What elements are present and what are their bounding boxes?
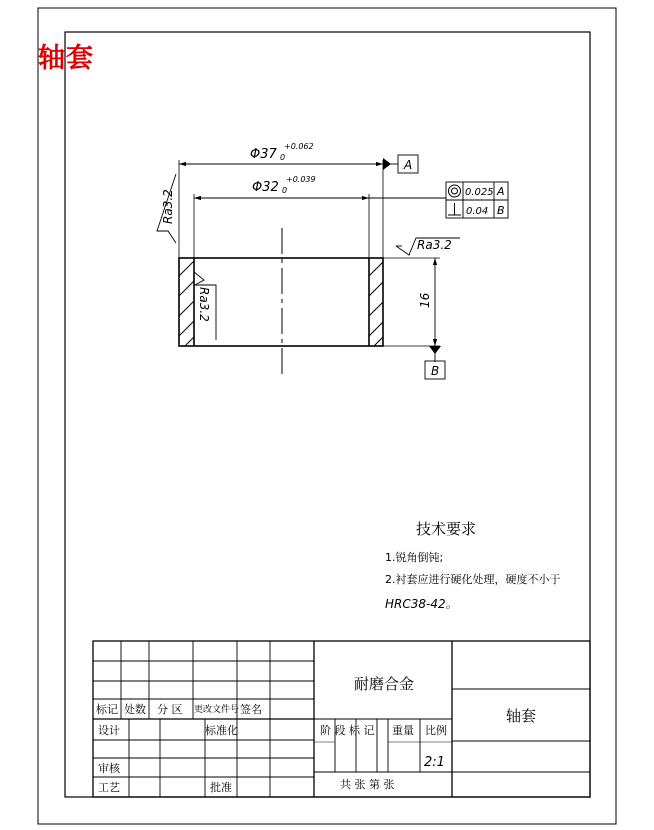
material: 耐磨合金 [354, 675, 415, 693]
scale-value: 2:1 [424, 755, 445, 770]
drawing-name: 轴套 [506, 707, 537, 725]
tol-row-1-datum: A [497, 185, 505, 198]
datum-a [383, 155, 418, 173]
length-label: 16 [418, 292, 432, 308]
label-weight: 重量 [392, 724, 414, 737]
roughness-outer-left [157, 174, 176, 243]
label-review: 审核 [98, 762, 120, 775]
concentricity-icon [449, 185, 461, 197]
tech-line-1: 1.锐角倒钝; [385, 551, 444, 564]
datum-b [425, 346, 445, 379]
svg-text:Ra3.2: Ra3.2 [417, 238, 452, 252]
svg-text:B: B [431, 364, 440, 378]
label-stage-marks: 阶 段 标 记 [320, 724, 375, 737]
inner-border [65, 32, 590, 797]
outer-tol-upper: +0.062 [284, 142, 314, 151]
svg-text:Ra3.2: Ra3.2 [197, 287, 211, 322]
inner-tol-lower: 0 [282, 186, 288, 195]
tech-line-2: 2.衬套应进行硬化处理，硬度不小于 [385, 573, 561, 586]
perpendicularity-icon [448, 203, 461, 215]
tol-row-2-datum: B [497, 204, 505, 217]
roughness-inner-left [194, 272, 216, 340]
label-standardize: 标准化 [205, 724, 238, 737]
tech-line-3: HRC38-42。 [385, 597, 458, 611]
label-design: 设计 [98, 724, 120, 737]
sheets-info: 共 张 第 张 [340, 778, 395, 791]
outer-border [38, 8, 616, 824]
tol-row-2-value: 0.04 [466, 206, 489, 217]
outer-dia-label: Φ37 [250, 147, 277, 162]
inner-dia-label: Φ32 [252, 180, 279, 195]
rev-header-docno: 更改文件号 [194, 705, 240, 715]
part-section-view [179, 160, 440, 376]
tech-heading: 技术要求 [416, 520, 477, 538]
outer-tol-lower: 0 [280, 153, 286, 162]
label-process: 工艺 [98, 781, 120, 794]
roughness-top-right [396, 238, 460, 255]
rev-header-zone: 分 区 [157, 703, 183, 716]
hatching-left [179, 261, 194, 346]
rev-header-sign: 签名 [240, 703, 262, 716]
svg-text:Ra3.2: Ra3.2 [161, 189, 175, 224]
tol-row-1-value: 0.025 [465, 187, 494, 198]
rev-header-count: 处数 [124, 703, 146, 716]
label-scale: 比例 [425, 724, 447, 737]
svg-text:A: A [404, 158, 413, 172]
label-approve: 批准 [210, 781, 232, 794]
part-title: 轴套 [38, 43, 94, 74]
hatching-right [369, 262, 383, 346]
rev-header-mark: 标记 [96, 703, 118, 716]
inner-tol-upper: +0.039 [286, 175, 316, 184]
